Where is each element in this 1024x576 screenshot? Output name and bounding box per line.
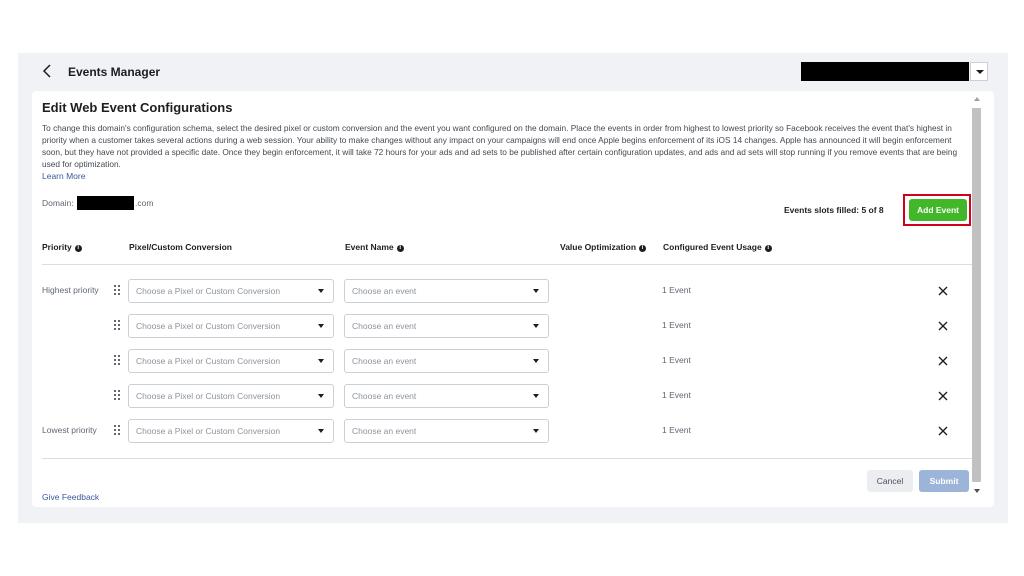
- close-icon[interactable]: [937, 390, 949, 402]
- info-icon[interactable]: i: [765, 245, 772, 252]
- pixel-select[interactable]: Choose a Pixel or Custom Conversion: [128, 419, 334, 443]
- page-title: Events Manager: [68, 65, 161, 79]
- header-priority: Priority i: [42, 242, 82, 252]
- caret-down-icon: [533, 324, 539, 328]
- caret-down-icon: [318, 359, 324, 363]
- domain-name-redacted: [77, 196, 134, 210]
- event-usage: 1 Event: [662, 425, 691, 435]
- table-row: [32, 384, 982, 408]
- table-row: [32, 349, 982, 373]
- event-usage: 1 Event: [662, 320, 691, 330]
- event-select[interactable]: Choose an event: [344, 314, 549, 338]
- add-event-button[interactable]: Add Event: [909, 199, 967, 221]
- pixel-select[interactable]: Choose a Pixel or Custom Conversion: [128, 384, 334, 408]
- event-select[interactable]: Choose an event: [344, 349, 549, 373]
- close-icon[interactable]: [937, 285, 949, 297]
- account-selector[interactable]: [801, 62, 969, 81]
- card-title: Edit Web Event Configurations: [42, 100, 233, 115]
- info-icon[interactable]: i: [639, 245, 646, 252]
- drag-handle-icon[interactable]: [114, 355, 121, 366]
- event-usage: 1 Event: [662, 285, 691, 295]
- submit-button[interactable]: Submit: [919, 470, 969, 492]
- info-icon[interactable]: i: [397, 245, 404, 252]
- pixel-select[interactable]: Choose a Pixel or Custom Conversion: [128, 314, 334, 338]
- header-event-name: Event Name i: [345, 242, 404, 252]
- scroll-thumb[interactable]: [972, 108, 981, 482]
- chevron-left-icon[interactable]: [40, 63, 54, 79]
- caret-down-icon[interactable]: [970, 62, 988, 81]
- learn-more-link[interactable]: Learn More: [42, 171, 86, 181]
- pixel-select[interactable]: Choose a Pixel or Custom Conversion: [128, 349, 334, 373]
- pixel-select[interactable]: Choose a Pixel or Custom Conversion: [128, 279, 334, 303]
- priority-label: Lowest priority: [42, 425, 97, 435]
- event-usage: 1 Event: [662, 355, 691, 365]
- scroll-up-icon[interactable]: [974, 97, 980, 101]
- drag-handle-icon[interactable]: [114, 285, 121, 296]
- slots-filled-text: Events slots filled: 5 of 8: [784, 205, 884, 215]
- event-select[interactable]: Choose an event: [344, 279, 549, 303]
- header-divider: [42, 264, 972, 265]
- event-select[interactable]: Choose an event: [344, 384, 549, 408]
- table-row: [32, 419, 982, 443]
- footer-divider: [42, 458, 972, 459]
- vertical-scrollbar[interactable]: [972, 97, 982, 497]
- drag-handle-icon[interactable]: [114, 425, 121, 436]
- top-bar: [18, 53, 1008, 91]
- priority-label: Highest priority: [42, 285, 99, 295]
- caret-down-icon: [318, 429, 324, 433]
- header-pixel: Pixel/Custom Conversion: [129, 242, 232, 252]
- caret-down-icon: [533, 429, 539, 433]
- drag-handle-icon[interactable]: [114, 320, 121, 331]
- header-usage: Configured Event Usage i: [663, 242, 772, 252]
- caret-down-icon: [318, 324, 324, 328]
- caret-down-icon: [533, 394, 539, 398]
- table-row: [32, 279, 982, 303]
- cancel-button[interactable]: Cancel: [867, 470, 913, 492]
- table-row: [32, 314, 982, 338]
- drag-handle-icon[interactable]: [114, 390, 121, 401]
- event-select[interactable]: Choose an event: [344, 419, 549, 443]
- events-manager-window: [18, 53, 1008, 523]
- info-icon[interactable]: i: [75, 245, 82, 252]
- edit-configurations-card: [32, 91, 994, 507]
- give-feedback-link[interactable]: Give Feedback: [42, 492, 100, 502]
- description-text: To change this domain's configuration schema, select the desired pixel or custom conversion and the event you want configured on the domain. Place the events in order from highest to lowest priority so Facebook receives the event that's highest in priority when a customer takes several actions during a web session. Your ability to make changes without any impact on your campaigns will end once Apple begins enforcement of its iOS 14 changes. Apple has announced it will begin enforcement soon, but they have not provided a specific date. Once they begin enforcement, it will take 72 hours for your ads and ad sets to be published after certain configuration updates, and ads and ad sets will stop running if you remove events that are being used for optimization.: [42, 123, 958, 169]
- caret-down-icon: [533, 359, 539, 363]
- caret-down-icon: [533, 289, 539, 293]
- close-icon[interactable]: [937, 320, 949, 332]
- domain-label: Domain:: [42, 198, 74, 208]
- caret-down-icon: [318, 289, 324, 293]
- event-usage: 1 Event: [662, 390, 691, 400]
- close-icon[interactable]: [937, 355, 949, 367]
- domain-suffix: .com: [135, 198, 154, 208]
- caret-down-icon: [318, 394, 324, 398]
- close-icon[interactable]: [937, 425, 949, 437]
- scroll-down-icon[interactable]: [974, 489, 980, 493]
- header-value-optimization: Value Optimization i: [560, 242, 646, 252]
